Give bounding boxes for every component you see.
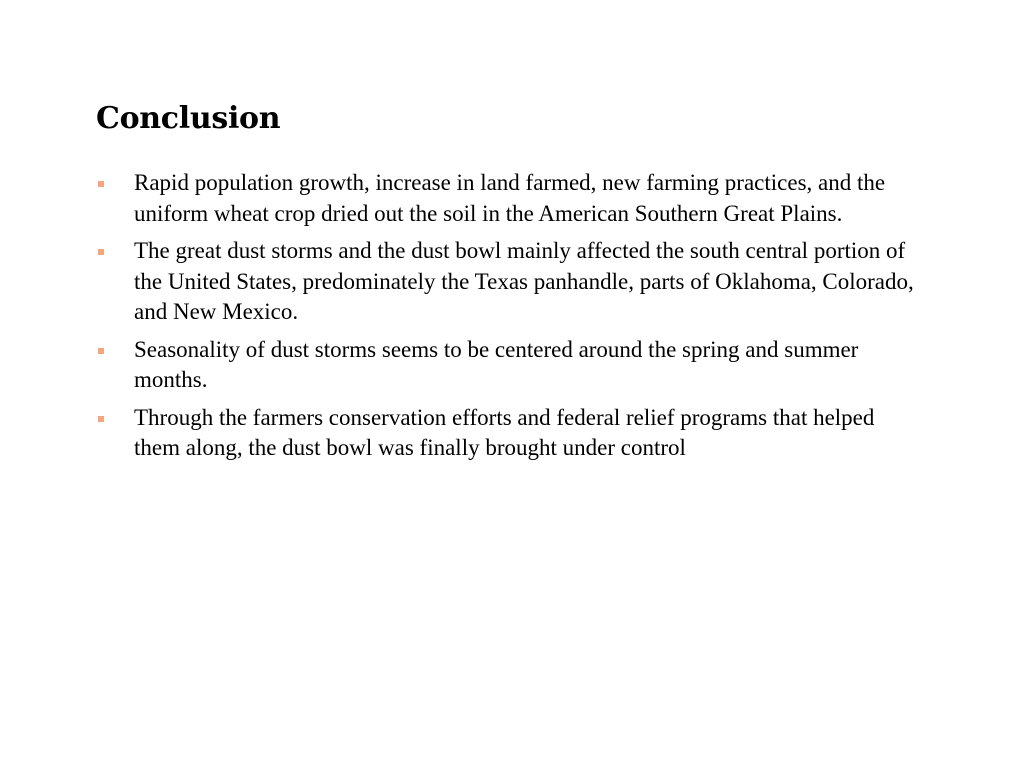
bullet-text: Through the farmers conservation efforts and federal relief programs that helped them along, the dust bowl was finally brought under control [134, 404, 875, 460]
square-bullet-icon [98, 348, 104, 354]
bullet-text: The great dust storms and the dust bowl mainly affected the south central portion of the United States, predominately the Texas panhandle, parts of Oklahoma, Colorado, and New Mexico. [134, 238, 914, 324]
bullet-item [96, 168, 916, 229]
slide-title: Conclusion [96, 101, 281, 136]
square-bullet-icon [98, 181, 104, 187]
bullet-text: Seasonality of dust storms seems to be centered around the spring and summer months. [134, 336, 859, 392]
bullet-item [96, 335, 916, 396]
bullet-item [96, 236, 916, 328]
bullet-text: Rapid population growth, increase in land farmed, new farming practices, and the uniform wheat crop dried out the soil in the American Southern Great Plains. [134, 170, 886, 226]
square-bullet-icon [98, 416, 104, 422]
square-bullet-icon [98, 249, 104, 255]
bullet-item [96, 403, 916, 464]
bullet-list [96, 168, 916, 471]
